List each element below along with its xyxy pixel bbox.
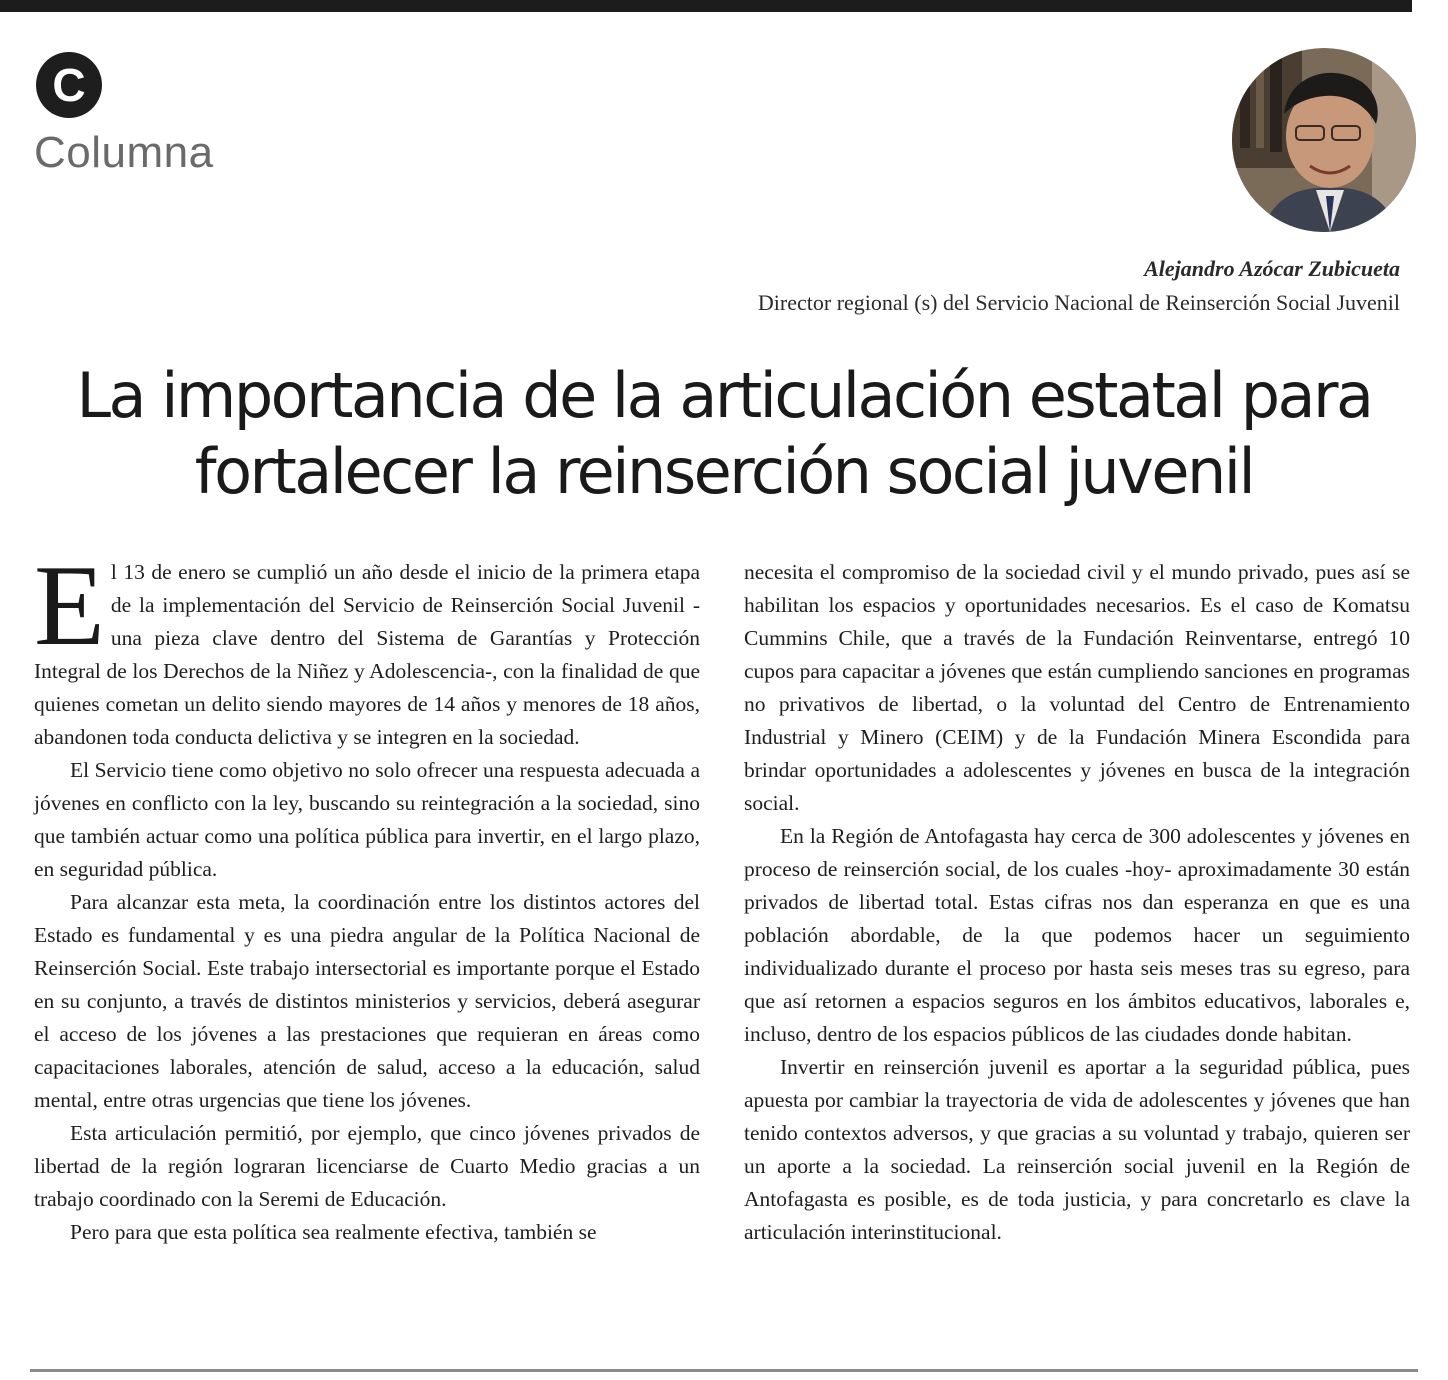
bottom-rule <box>30 1369 1418 1372</box>
paragraph-5-start: Pero para que esta política sea realmente efectiva, también se <box>70 1220 597 1244</box>
paragraph-6: En la Región de Antofagasta hay cerca de 300 adolescentes y jóvenes en proceso de reinserción social, de los cuales -hoy- aproximadamente 30 están privados de libertad total. Estas cifras nos dan esperanza en que es una población abordable, de la que podemos hacer un seguimiento individualizado durante el proceso por hasta seis meses tras su egreso, para que así retornen a espacios seguros en los ámbitos educativos, laborales e, incluso, dentro de los espacios públicos de las ciudades donde habitan. <box>744 824 1410 1046</box>
paragraph-2: El Servicio tiene como objetivo no solo ofrecer una respuesta adecuada a jóvenes en conflicto con la ley, buscando su reintegración a la sociedad, sino que también actuar como una política pública para invertir, en el largo plazo, en seguridad pública. <box>34 758 700 881</box>
paragraph-1 <box>34 542 700 754</box>
author-photo <box>1232 48 1416 232</box>
drop-cap: E <box>34 542 105 670</box>
paragraph-4: Esta articulación permitió, por ejemplo, que cinco jóvenes privados de libertad de la región lograran licenciarse de Cuarto Medio gracias a un trabajo coordinado con la Seremi de Educación. <box>34 1121 700 1211</box>
section-label: Columna <box>34 128 214 177</box>
paragraph-3: Para alcanzar esta meta, la coordinación entre los distintos actores del Estado es fundamental y es una piedra angular de la Política Nacional de Reinserción Social. Este trabajo intersectorial es importante porque el Estado en su conjunto, a través de distintos ministerios y servicios, deberá asegurar el acceso de los jóvenes a las prestaciones que requieran en áreas como capacitaciones laborales, atención de salud, acceso a la educación, salud mental, entre otras urgencias que tiene los jóvenes. <box>34 890 700 1112</box>
paragraph-1-text: l 13 de enero se cumplió un año desde el inicio de la primera etapa de la implementación del Servicio de Reinserción Social Juvenil -una pieza clave dentro del Sistema de Garantías y Protección Integral de los Derechos de la Niñez y Adolescencia-, con la finalidad de que quienes cometan un delito siendo mayores de 14 años y menores de 18 años, abandonen toda conducta delictiva y se integren en la sociedad. <box>34 560 700 749</box>
headline-line-1: La importancia de la articulación estatal para <box>76 359 1372 432</box>
article-column-right <box>744 556 1410 1249</box>
article-column-left <box>34 542 700 1249</box>
paragraph-7: Invertir en reinserción juvenil es aportar a la seguridad pública, pues apuesta por cambiar la trayectoria de vida de adolescentes y jóvenes que han tenido contextos adversos, y que gracias a su voluntad y trabajo, quieren ser un aporte a la sociedad. La reinserción social juvenil en la Región de Antofagasta es posible, es de toda justicia, y para concretarlo es clave la articulación interinstitucional. <box>744 1055 1410 1244</box>
author-name: Alejandro Azócar Zubicueta <box>1144 256 1400 281</box>
headline-line-2: fortalecer la reinserción social juvenil <box>194 435 1254 508</box>
author-role: Director regional (s) del Servicio Nacional de Reinserción Social Juvenil <box>757 290 1400 315</box>
article-headline <box>40 358 1408 510</box>
top-rule <box>0 0 1412 12</box>
paragraph-5-continued: necesita el compromiso de la sociedad civil y el mundo privado, pues así se habilitan los espacios y oportunidades necesarios. Es el caso de Komatsu Cummins Chile, que a través de la Fundación Reinventarse, entregó 10 cupos para capacitar a jóvenes que están cumpliendo sanciones en programas no privativos de libertad, o la voluntad del Centro de Entrenamiento Industrial y Minero (CEIM) y de la Fundación Minera Escondida para brindar oportunidades a adolescentes y jóvenes en busca de la integración social. <box>744 560 1410 815</box>
section-badge-icon: C <box>36 52 102 118</box>
